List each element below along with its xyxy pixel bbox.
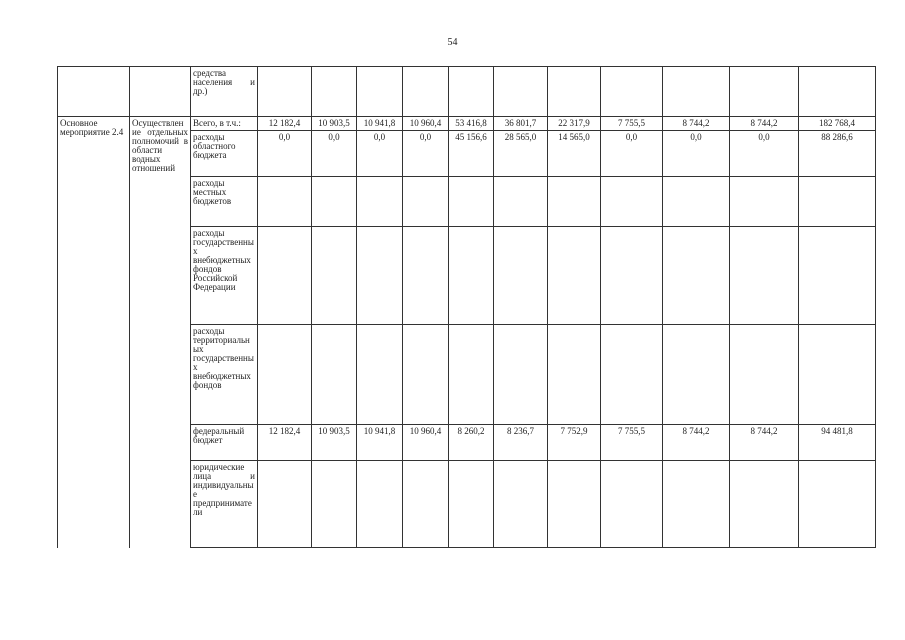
value-cell: 8 744,2 bbox=[730, 117, 799, 131]
value-cell bbox=[494, 461, 548, 548]
table-cell bbox=[730, 67, 799, 117]
value-cell bbox=[548, 325, 601, 425]
table-cell bbox=[130, 67, 191, 117]
value-cell: 7 752,9 bbox=[548, 425, 601, 461]
value-cell bbox=[730, 325, 799, 425]
value-cell bbox=[494, 325, 548, 425]
value-cell bbox=[601, 177, 663, 227]
value-cell: 36 801,7 bbox=[494, 117, 548, 131]
funding-source-label: расходы местных бюджетов bbox=[191, 177, 258, 227]
value-cell: 0,0 bbox=[403, 131, 449, 177]
table-row bbox=[58, 67, 876, 117]
funding-source-label: расходы областного бюджета bbox=[191, 131, 258, 177]
value-cell: 0,0 bbox=[357, 131, 403, 177]
budget-table bbox=[57, 66, 876, 548]
value-cell bbox=[258, 325, 312, 425]
page-number: 54 bbox=[447, 37, 458, 48]
value-cell bbox=[601, 461, 663, 548]
value-cell bbox=[663, 177, 730, 227]
event-description: Осуществление отдельных полномочий в области водных отношений bbox=[130, 117, 191, 548]
value-cell: 12 182,4 bbox=[258, 425, 312, 461]
value-cell bbox=[312, 325, 357, 425]
table-cell bbox=[663, 67, 730, 117]
value-cell bbox=[258, 227, 312, 325]
value-cell: 0,0 bbox=[312, 131, 357, 177]
value-cell bbox=[601, 227, 663, 325]
value-cell: 0,0 bbox=[663, 131, 730, 177]
total-cell: 94 481,8 bbox=[799, 425, 876, 461]
value-cell bbox=[403, 461, 449, 548]
value-cell bbox=[449, 177, 494, 227]
total-cell bbox=[799, 461, 876, 548]
value-cell bbox=[357, 227, 403, 325]
table-cell bbox=[312, 67, 357, 117]
value-cell bbox=[449, 227, 494, 325]
value-cell bbox=[312, 177, 357, 227]
funding-source-label: расходы государственных внебюджетных фондов Российской Федерации bbox=[191, 227, 258, 325]
value-cell: 10 903,5 bbox=[312, 425, 357, 461]
value-cell bbox=[312, 461, 357, 548]
funding-source-label: юридические лица и индивидуальные предприниматели bbox=[191, 461, 258, 548]
value-cell bbox=[357, 177, 403, 227]
table-cell bbox=[601, 67, 663, 117]
total-cell: 88 286,6 bbox=[799, 131, 876, 177]
table-cell bbox=[548, 67, 601, 117]
value-cell: 10 941,8 bbox=[357, 425, 403, 461]
value-cell bbox=[449, 461, 494, 548]
total-cell bbox=[799, 325, 876, 425]
value-cell: 8 236,7 bbox=[494, 425, 548, 461]
value-cell bbox=[548, 177, 601, 227]
value-cell: 22 317,9 bbox=[548, 117, 601, 131]
value-cell: 10 941,8 bbox=[357, 117, 403, 131]
value-cell bbox=[494, 227, 548, 325]
value-cell bbox=[449, 325, 494, 425]
value-cell: 28 565,0 bbox=[494, 131, 548, 177]
table-cell bbox=[403, 67, 449, 117]
table-cell bbox=[258, 67, 312, 117]
table-cell bbox=[494, 67, 548, 117]
value-cell bbox=[258, 461, 312, 548]
value-cell: 10 903,5 bbox=[312, 117, 357, 131]
value-cell bbox=[403, 177, 449, 227]
table-row bbox=[58, 117, 876, 131]
total-cell bbox=[799, 177, 876, 227]
value-cell: 0,0 bbox=[258, 131, 312, 177]
table-cell bbox=[449, 67, 494, 117]
value-cell bbox=[548, 227, 601, 325]
value-cell bbox=[357, 461, 403, 548]
value-cell bbox=[403, 227, 449, 325]
value-cell bbox=[258, 177, 312, 227]
table-cell bbox=[357, 67, 403, 117]
value-cell: 8 260,2 bbox=[449, 425, 494, 461]
value-cell: 14 565,0 bbox=[548, 131, 601, 177]
value-cell: 7 755,5 bbox=[601, 117, 663, 131]
value-cell: 0,0 bbox=[601, 131, 663, 177]
value-cell: 53 416,8 bbox=[449, 117, 494, 131]
event-name: Основное мероприятие 2.4 bbox=[58, 117, 130, 548]
value-cell bbox=[730, 461, 799, 548]
total-cell bbox=[799, 227, 876, 325]
funding-source-label: Всего, в т.ч.: bbox=[191, 117, 258, 131]
total-cell: 182 768,4 bbox=[799, 117, 876, 131]
table-cell bbox=[799, 67, 876, 117]
value-cell bbox=[312, 227, 357, 325]
value-cell: 8 744,2 bbox=[730, 425, 799, 461]
value-cell bbox=[494, 177, 548, 227]
funding-source-label: средства населения и др.) bbox=[191, 67, 258, 117]
value-cell bbox=[663, 461, 730, 548]
value-cell: 10 960,4 bbox=[403, 425, 449, 461]
value-cell: 45 156,6 bbox=[449, 131, 494, 177]
value-cell bbox=[730, 177, 799, 227]
value-cell bbox=[663, 227, 730, 325]
value-cell: 7 755,5 bbox=[601, 425, 663, 461]
table-cell bbox=[58, 67, 130, 117]
funding-source-label: расходы территориальных государственных внебюджетных фондов bbox=[191, 325, 258, 425]
value-cell bbox=[357, 325, 403, 425]
value-cell bbox=[663, 325, 730, 425]
value-cell bbox=[730, 227, 799, 325]
value-cell: 8 744,2 bbox=[663, 117, 730, 131]
value-cell: 8 744,2 bbox=[663, 425, 730, 461]
value-cell bbox=[548, 461, 601, 548]
value-cell: 10 960,4 bbox=[403, 117, 449, 131]
funding-source-label: федеральный бюджет bbox=[191, 425, 258, 461]
value-cell: 12 182,4 bbox=[258, 117, 312, 131]
value-cell bbox=[403, 325, 449, 425]
value-cell: 0,0 bbox=[730, 131, 799, 177]
value-cell bbox=[601, 325, 663, 425]
